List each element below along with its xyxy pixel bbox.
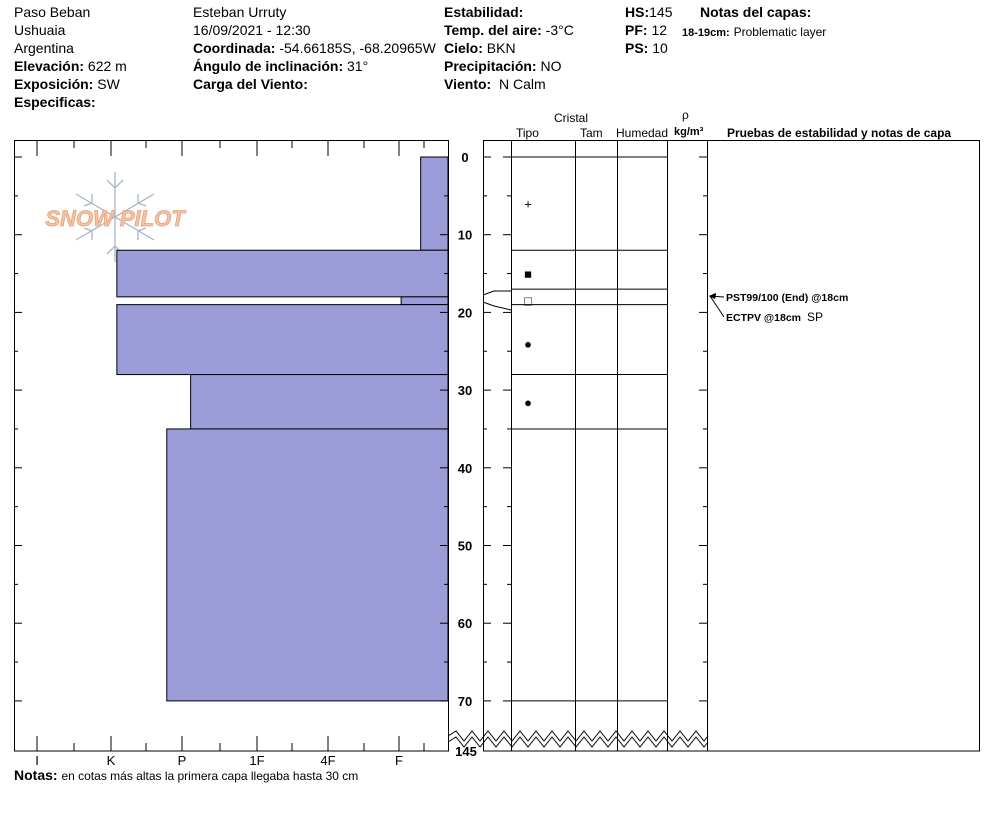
air-temp-label: Temp. del aire: [444,22,542,38]
rho-header: ρ [682,108,689,122]
humidity-header: Humedad [616,126,669,140]
test-result-0: PST99/100 (End) @18cm [726,292,849,304]
air-temp-value: -3°C [545,22,574,38]
depth-tick-label-0: 0 [461,150,469,165]
test-arrow-1 [710,296,724,317]
hardness-layer-1 [117,250,448,297]
exposure-label: Exposición: [14,76,94,92]
hs-value: 145 [649,4,673,20]
hardness-tick-label-3: 1F [249,753,265,768]
depth-tick-label-30: 30 [457,383,473,399]
wind-value: N Calm [498,76,546,92]
depth-tick-label-20: 20 [457,305,473,321]
test-extra-1: SP [807,310,824,324]
hardness-layer-2 [401,297,448,305]
datetime: 16/09/2021 - 12:30 [193,22,311,38]
country: Argentina [14,40,74,56]
hardness-layer-5 [167,429,448,701]
grain-type-symbol-3: ● [524,336,532,352]
tests-header: Pruebas de estabilidad y notas de capa [727,126,952,140]
wind-label: Viento: [444,76,492,92]
exposure-value: SW [97,76,120,92]
precip-value: NO [540,58,562,74]
hardness-tick-label-2: P [177,753,187,768]
hardness-layer-4 [191,375,448,429]
axis-break-left [448,731,708,741]
coord-label: Coordinada: [193,40,276,56]
elevation-label: Elevación: [14,58,85,74]
test-arrowhead-1 [709,293,716,299]
depth-tick-label-60: 60 [457,616,473,632]
notes-text: en cotas más altas la primera capa llegaba hasta 30 cm [61,769,359,783]
size-header: Tam [580,126,603,140]
depth-break-label: 145 [455,744,477,759]
hs-label: HS: [625,4,650,20]
pf-value: 12 [651,22,668,38]
depth-tick-label-10: 10 [457,227,473,243]
coord-value: -54.66185S, -68.20965W [279,40,436,56]
hardness-layer-3 [117,305,448,375]
stability-label: Estabilidad: [444,4,524,20]
elevation-value: 622 m [87,58,127,74]
location: Paso Beban [14,4,91,20]
pf-label: PF: [625,22,648,38]
precip-label: Precipitación: [444,58,537,74]
slope-label: Ángulo de inclinación: [193,58,344,74]
grain-frame [484,141,980,752]
hardness-tick-label-0: I [35,753,39,768]
ps-value: 10 [652,40,668,56]
grain-type-symbol-0: + [524,196,532,212]
layer-notes-label: Notas del capas: [700,4,812,20]
grain-type-symbol-2: □ [524,293,532,309]
depth-tick-label-40: 40 [457,460,473,476]
grain-type-symbol-1: ■ [524,266,532,282]
crystal-header: Cristal [554,111,589,125]
specifics-label: Especificas: [14,94,96,110]
slope-value: 31° [347,58,369,74]
notes [14,767,358,784]
hardness-tick-label-5: F [395,753,403,768]
hardness-tick-label-4: 4F [320,753,336,768]
density-header: kg/m³ [674,126,704,138]
depth-tick-label-70: 70 [457,693,473,709]
test-result-1: ECTPV @18cm [726,312,802,324]
snowpilot-logo: SNOW PILOT [45,206,185,231]
wind-load-label: Carga del Viento: [193,76,308,92]
sky-label: Cielo: [444,40,483,56]
hardness-layer-0 [421,157,448,250]
grain-connector-bottom [483,302,511,310]
depth-tick-label-50: 50 [457,538,473,554]
layer-note-depth: 18-19cm: [682,27,730,39]
hardness-tick-label-1: K [106,753,116,768]
ps-label: PS: [625,40,649,56]
type-header: Tipo [516,126,539,140]
sky-value: BKN [486,40,516,56]
city: Ushuaia [14,22,66,38]
grain-connector-top [483,291,511,295]
grain-type-symbol-4: ● [524,394,532,410]
observer: Esteban Urruty [193,4,287,20]
layer-note-text: Problematic layer [733,25,827,39]
notes-label: Notas: [14,767,58,783]
